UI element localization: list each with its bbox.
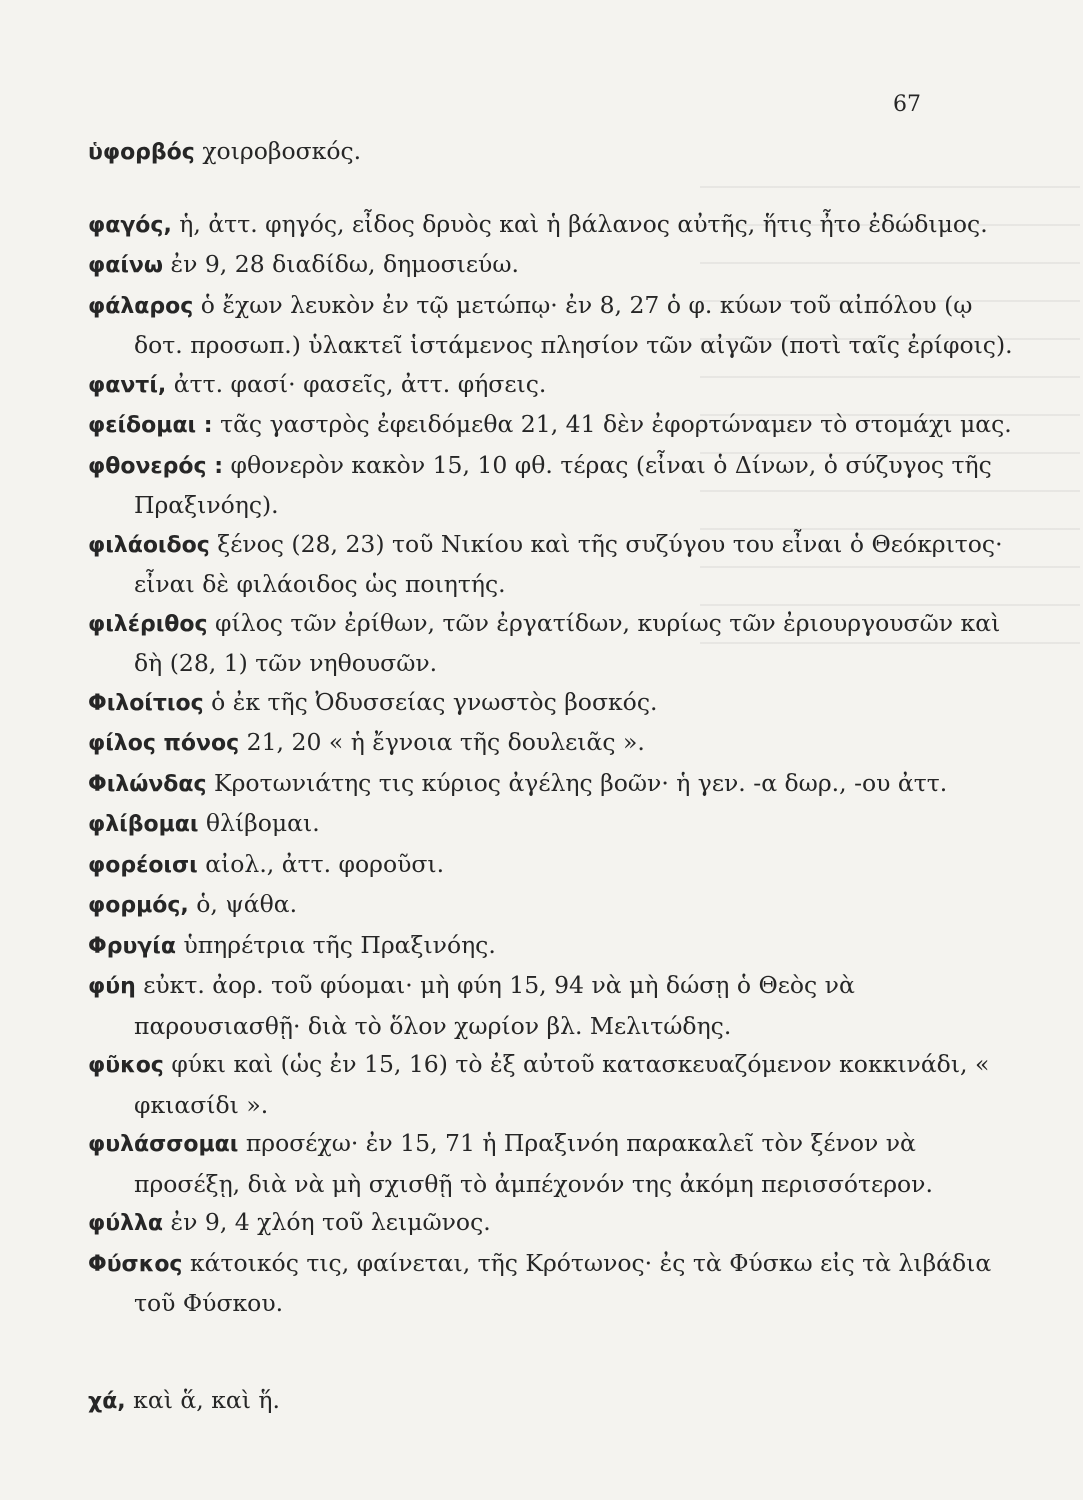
headword: Φιλοίτιος (88, 690, 204, 716)
headword: φύη (88, 974, 136, 999)
definition: ξένος (28, 23) τοῦ Νικίου καὶ τῆς συζύγου του εἶναι ὁ Θεόκριτος· εἶναι δὲ φιλάοιδος ὡς ποιητής. (134, 529, 1003, 598)
glossary-entry (88, 845, 1028, 886)
headword: φλίβομαι (88, 812, 199, 837)
headword: φορμός, (88, 893, 189, 918)
glossary-entry (88, 966, 1028, 1045)
definition: φίλος τῶν ἐρίθων, τῶν ἐργατίδων, κυρίως τῶν ἐριουργουσῶν καὶ δὴ (28, 1) τῶν νηθουσῶν. (134, 608, 1001, 677)
headword: φιλέριθος (88, 611, 208, 637)
headword: φίλος πόνος (88, 731, 240, 756)
glossary-entry (88, 365, 1028, 406)
definition: 21, 20 « ἡ ἔγνοια τῆς δουλειᾶς ». (239, 728, 645, 756)
headword: φάλαρος (88, 293, 194, 319)
headword: φῦκος (88, 1053, 164, 1078)
definition: εὐκτ. ἀορ. τοῦ φύομαι· μὴ φύη 15, 94 νὰ μὴ δώσῃ ὁ Θεὸς νὰ παρουσιασθῇ· διὰ τὸ ὅλον χωρίον βλ. Μελιτώδης. (134, 971, 855, 1040)
definition: ὑπηρέτρια τῆς Πραξινόης. (175, 930, 496, 959)
glossary-entry (88, 525, 1028, 604)
definition: Κροτωνιάτης τις κύριος ἀγέλης βοῶν· ἡ γεν. -α δωρ., -ου ἀττ. (206, 768, 948, 797)
definition: ὁ, ψάθα. (188, 890, 298, 918)
headword: ὑφορβός (88, 140, 195, 165)
definition: χοιροβοσκός. (194, 137, 362, 165)
definition: καὶ ἅ, καὶ ἥ. (125, 1385, 280, 1414)
definition: αἰολ., ἀττ. φοροῦσι. (197, 849, 445, 878)
glossary-entry (88, 132, 1028, 173)
headword: φαντί, (88, 372, 167, 398)
definition: ἐν 9, 4 χλόη τοῦ λειμῶνος. (163, 1208, 491, 1236)
headword: φύλλα (88, 1211, 164, 1236)
definition: θλίβομαι. (198, 809, 320, 837)
glossary-entry (88, 1244, 1028, 1323)
glossary-entry (88, 804, 1028, 845)
glossary-entry (88, 1045, 1028, 1124)
definition: ὁ ἔχων λευκὸν ἐν τῷ μετώπῳ· ἐν 8, 27 ὁ φ. κύων τοῦ αἰπόλου (ῳ δοτ. προσωπ.) ὑλακτεῖ ἱστάμενος πλησίον τῶν αἰγῶν (ποτὶ ταῖς ἐρίφοις). (134, 290, 1013, 359)
page-number: 67 (893, 92, 921, 117)
definition: κάτοικός τις, φαίνεται, τῆς Κρότωνος· ἐς τὰ Φύσκω εἰς τὰ λιβάδια τοῦ Φύσκου. (134, 1248, 992, 1317)
glossary-entry (88, 926, 1028, 967)
glossary-entry (88, 405, 1028, 446)
definition: ἡ, ἀττ. φηγός, εἶδος δρυὸς καὶ ἡ βάλανος αὐτῆς, ἥτις ἦτο ἐδώδιμος. (171, 209, 988, 238)
headword: φιλάοιδος (88, 532, 210, 558)
definition: φθονερὸν κακὸν 15, 10 φθ. τέρας (εἶναι ὁ Δίνων, ὁ σύζυγος τῆς Πραξινόης). (134, 450, 992, 519)
glossary-entry (88, 1203, 1028, 1244)
glossary-entry (88, 604, 1028, 683)
headword: φαίνω (88, 253, 164, 278)
headword: φθονερός : (88, 453, 224, 479)
glossary-entry (88, 764, 1028, 805)
glossary-entry (88, 286, 1028, 365)
headword: φείδομαι : (88, 413, 213, 438)
glossary-entry (88, 1124, 1028, 1203)
headword: φυλάσσομαι (88, 1132, 239, 1157)
headword: Φύσκος (88, 1251, 183, 1277)
glossary-entry (88, 1381, 1028, 1422)
definition: ἐν 9, 28 διαδίδω, δημοσιεύω. (163, 250, 519, 278)
glossary (88, 132, 1028, 1421)
headword: φαγός, (88, 212, 172, 238)
definition: ἀττ. φασί· φασεῖς, ἀττ. φήσεις. (166, 369, 547, 398)
definition: τᾶς γαστρὸς ἐφειδόμεθα 21, 41 δὲν ἐφορτώναμεν τὸ στομάχι μας. (212, 410, 1012, 438)
headword: φορέοισι (88, 852, 198, 878)
headword: Φρυγία (88, 933, 176, 959)
definition: προσέχω· ἐν 15, 71 ἡ Πραξινόη παρακαλεῖ τὸν ξένον νὰ προσέξῃ, διὰ νὰ μὴ σχισθῇ τὸ ἀμπέχονόν της ἀκόμη περισσότερον. (134, 1129, 933, 1198)
glossary-entry (88, 245, 1028, 286)
definition: φύκι καὶ (ὡς ἐν 15, 16) τὸ ἐξ αὐτοῦ κατασκευαζόμενον κοκκινάδι, « φκιασίδι ». (134, 1050, 990, 1119)
headword: Φιλώνδας (88, 771, 207, 797)
headword: χά, (88, 1388, 126, 1414)
glossary-entry (88, 446, 1028, 525)
glossary-entry (88, 723, 1028, 764)
glossary-entry (88, 205, 1028, 246)
glossary-entry (88, 885, 1028, 926)
glossary-entry (88, 683, 1028, 724)
definition: ὁ ἐκ τῆς Ὀδυσσείας γνωστὸς βοσκός. (203, 687, 658, 716)
